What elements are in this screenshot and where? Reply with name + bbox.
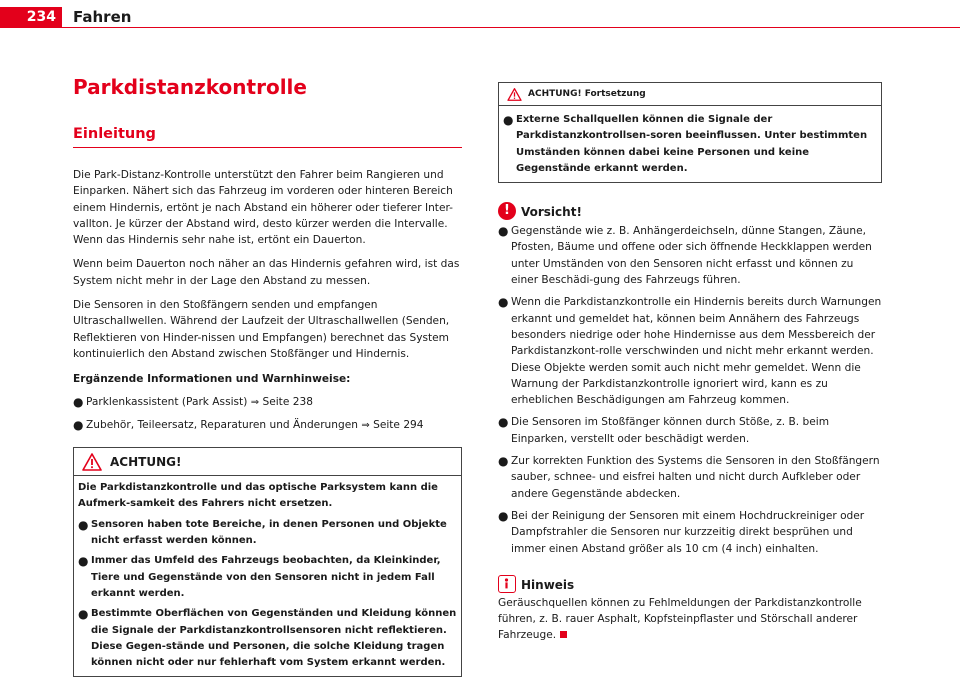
page-title: Parkdistanzkontrolle bbox=[73, 75, 307, 99]
reference-text: Zubehör, Teileersatz, Reparaturen und Änderungen bbox=[86, 418, 358, 431]
warning-item-text: Externe Schallquellen können die Signale der Parkdistanzkontrollsen-soren beeinflussen. Unter bestimmten Umständen können dabei keine Personen und keine Gegenstände erkannt werden. bbox=[516, 114, 868, 174]
warning-item bbox=[78, 553, 457, 602]
caution-item-text: Wenn die Parkdistanzkontrolle ein Hindernis bereits durch Warnungen erkannt und gemeldet hat, können beim Annähern des Fahrzeugs besonders niedrige oder hohe Hindernisse aus dem Messbereich der Parkdistanzkont-rolle verschwinden und nicht mehr erkannt werden. Diese Objekte werden somit auch nicht mehr gemeldet. Wenn die Warnung der Parkdistanzkontrolle ignoriert wird, kann es zu erheblichen Beschädigungen am Fahrzeug kommen. bbox=[511, 296, 882, 407]
note-title: Hinweis bbox=[521, 577, 575, 592]
caution-icon: ! bbox=[498, 202, 516, 220]
section-heading: Einleitung bbox=[73, 124, 462, 148]
warning-item bbox=[503, 112, 877, 177]
bullet-icon: ● bbox=[73, 394, 84, 409]
warning-body bbox=[74, 476, 461, 676]
caution-item-text: Die Sensoren im Stoßfänger können durch Stöße, z. B. beim Einparken, verstellt oder beschädigt werden. bbox=[511, 416, 830, 445]
warning-continued-body bbox=[499, 106, 881, 182]
arrow-icon: ⇒ bbox=[250, 396, 260, 408]
reference-item bbox=[73, 417, 462, 434]
caution-item-text: Zur korrekten Funktion des Systems die Sensoren in den Stoßfängern sauber, schnee- und eisfrei halten und nicht durch Aufkleber oder andere Gegenstände abdecken. bbox=[511, 455, 880, 500]
info-note-icon bbox=[498, 575, 516, 593]
caution-heading bbox=[498, 202, 882, 220]
caution-item bbox=[498, 453, 882, 502]
chapter-title: Fahren bbox=[73, 8, 132, 26]
caution-item-text: Gegenstände wie z. B. Anhängerdeichseln, dünne Stangen, Zäune, Pfosten, Bäume und offene oder sich öffnende Heckklappen werden unter Umständen von den Sensoren nicht erfasst und können zu einer Beschädi-gung des Fahrzeugs führen. bbox=[511, 225, 872, 287]
paragraph: Die Sensoren in den Stoßfängern senden und empfangen Ultraschallwellen. Während der Laufzeit der Ultraschallwellen (Senden, Reflektieren von Hinder-nissen und Empfangen) berechnet das System kontinuierlich den Abstand zwischen Stoßfänger und Hindernis. bbox=[73, 299, 450, 360]
arrow-icon: ⇒ bbox=[361, 419, 370, 431]
caution-item bbox=[498, 508, 882, 557]
warning-box bbox=[73, 447, 462, 677]
warning-item bbox=[78, 517, 457, 550]
bullet-icon: ● bbox=[78, 607, 89, 622]
warning-triangle-icon bbox=[82, 453, 102, 471]
bullet-icon: ● bbox=[73, 417, 84, 432]
end-of-section-marker bbox=[560, 631, 567, 638]
paragraph: Wenn beim Dauerton noch näher an das Hindernis gefahren wird, ist das System nicht mehr in der Lage den Abstand zu messen. bbox=[73, 258, 460, 287]
note-heading bbox=[498, 575, 882, 593]
warning-triangle-icon bbox=[507, 88, 522, 101]
bullet-icon: ● bbox=[78, 554, 89, 569]
extra-info-heading: Ergänzende Informationen und Warnhinweise: bbox=[73, 373, 351, 386]
bullet-icon: ● bbox=[498, 295, 509, 310]
reference-text: Parklenkassistent (Park Assist) bbox=[86, 395, 248, 408]
intro-paragraph: Die Park-Distanz-Kontrolle unterstützt den Fahrer beim Rangieren und Einparken. Nähert sich das Fahrzeug im vorderen oder hinteren Bereich einem Hindernis, ertönt je nach Abstand ein höherer oder tieferer Inter-vallton. Je kürzer der Abstand wird, desto kürzer werden die Intervalle. Wenn das Hindernis sehr nahe ist, ertönt ein Dauerton. bbox=[73, 169, 453, 247]
note-text-block bbox=[498, 595, 882, 644]
warning-item-text: Sensoren haben tote Bereiche, in denen Personen und Objekte nicht erfasst werden können. bbox=[91, 518, 447, 547]
reference-item bbox=[73, 394, 462, 411]
bullet-icon: ● bbox=[498, 508, 509, 523]
page-number: 234 bbox=[0, 7, 62, 27]
page-link[interactable]: Seite 238 bbox=[262, 395, 313, 408]
bullet-icon: ● bbox=[498, 454, 509, 469]
bullet-icon: ● bbox=[503, 113, 514, 127]
bullet-icon: ● bbox=[498, 224, 509, 239]
warning-continued-box bbox=[498, 82, 882, 183]
right-column bbox=[498, 82, 882, 644]
caution-item bbox=[498, 223, 882, 288]
page-header bbox=[0, 0, 960, 28]
warning-title: ACHTUNG! bbox=[110, 454, 182, 469]
note-text: Geräuschquellen können zu Fehlmeldungen der Parkdistanzkontrolle führen, z. B. rauer Asphalt, Kopfsteinpflaster und Störschall anderer Fahrzeuge. bbox=[498, 596, 862, 642]
caution-item bbox=[498, 414, 882, 447]
caution-item bbox=[498, 294, 882, 408]
warning-continued-header bbox=[499, 83, 881, 106]
warning-item-text: Immer das Umfeld des Fahrzeugs beobachten, da Kleinkinder, Tiere und Gegenstände von den Sensoren nicht in jedem Fall erkannt werden. bbox=[91, 555, 441, 599]
bullet-icon: ● bbox=[78, 517, 89, 532]
caution-item-text: Bei der Reinigung der Sensoren mit einem Hochdruckreiniger oder Dampfstrahler die Sensoren nur kurzzeitig direkt besprühen und immer einen Abstand größer als 10 cm (4 inch) einhalten. bbox=[511, 509, 865, 555]
warning-continued-title: ACHTUNG! Fortsetzung bbox=[528, 89, 646, 99]
caution-title: Vorsicht! bbox=[521, 205, 582, 220]
header-rule bbox=[0, 27, 960, 28]
left-column bbox=[73, 72, 462, 677]
warning-item-text: Bestimmte Oberflächen von Gegenständen und Kleidung können die Signale der Parkdistanzkontrollsensoren nicht reflektieren. Diese Gegen-stände und Personen, die solche Kleidung tragen können nicht oder nur fehlerhaft vom System erkannt werden. bbox=[91, 608, 457, 669]
warning-intro: Die Parkdistanzkontrolle und das optische Parksystem kann die Aufmerk-samkeit des Fahrers nicht ersetzen. bbox=[78, 482, 438, 510]
warning-item bbox=[78, 606, 457, 671]
page-link[interactable]: Seite 294 bbox=[373, 418, 424, 431]
bullet-icon: ● bbox=[498, 415, 509, 430]
warning-header bbox=[74, 448, 461, 476]
